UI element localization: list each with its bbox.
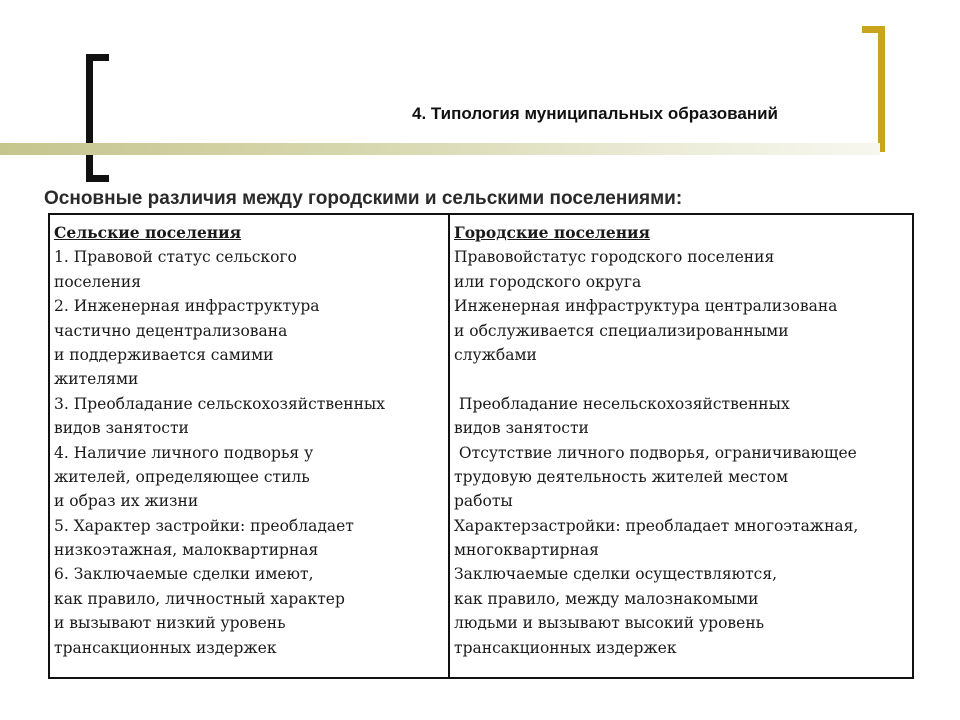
table-line: трудовую деятельность жителей местом <box>454 467 789 486</box>
table-line: службами <box>454 345 537 364</box>
table-line: и поддерживается самими <box>54 345 274 364</box>
table-line: трансакционных издержек <box>54 638 277 657</box>
table-line: трансакционных издержек <box>454 638 677 657</box>
table-line: поселения <box>54 272 141 291</box>
table-line: 1. Правовой статус сельского <box>54 248 297 267</box>
table-line: Инженерная инфраструктура централизована <box>454 297 838 316</box>
table-line: как правило, между малознакомыми <box>454 589 759 608</box>
table-line: видов занятости <box>54 419 189 438</box>
table-line: низкоэтажная, малоквартирная <box>54 541 319 560</box>
table-line: жителей, определяющее стиль <box>54 467 310 486</box>
table-line: 6. Заключаемые сделки имеют, <box>54 565 314 584</box>
table-line: частично децентрализована <box>54 321 288 340</box>
table-line: людьми и вызывают высокий уровень <box>454 614 765 633</box>
table-line: как правило, личностный характер <box>54 589 345 608</box>
column-header: Сельские поселения <box>54 223 242 242</box>
table-line: Правовойстатус городского поселения <box>454 248 775 267</box>
table-line <box>454 367 908 391</box>
slide-title: 4. Типология муниципальных образований <box>412 104 779 123</box>
urban-settlements-column <box>450 215 912 677</box>
title-underline-bar <box>0 143 880 155</box>
table-line: 4. Наличие личного подворья у <box>54 443 314 462</box>
table-line: 2. Инженерная инфраструктура <box>54 297 320 316</box>
table-line: жителями <box>54 370 139 389</box>
rural-settlements-column <box>50 215 450 677</box>
table-line: и вызывают низкий уровень <box>54 614 286 633</box>
table-line: Заключаемые сделки осуществляются, <box>454 565 778 584</box>
table-line: видов занятости <box>454 419 589 438</box>
table-line: Характерзастройки: преобладает многоэтажная, <box>454 516 859 535</box>
table-line: Отсутствие личного подворья, ограничивающее <box>454 443 857 462</box>
table-line: 5. Характер застройки: преобладает <box>54 516 354 535</box>
left-bracket-decoration <box>86 54 109 182</box>
table-line: работы <box>454 492 513 511</box>
table-line: многоквартирная <box>454 541 599 560</box>
table-line: и обслуживается специализированными <box>454 321 789 340</box>
table-line: Преобладание несельскохозяйственных <box>454 394 790 413</box>
right-bracket-decoration <box>862 26 885 152</box>
comparison-table <box>48 213 914 679</box>
table-line: и образ их жизни <box>54 492 199 511</box>
table-line: или городского округа <box>454 272 642 291</box>
column-header: Городские поселения <box>454 223 650 242</box>
slide-subtitle: Основные различия между городскими и сельскими поселениями: <box>44 188 683 209</box>
table-line: 3. Преобладание сельскохозяйственных <box>54 394 385 413</box>
